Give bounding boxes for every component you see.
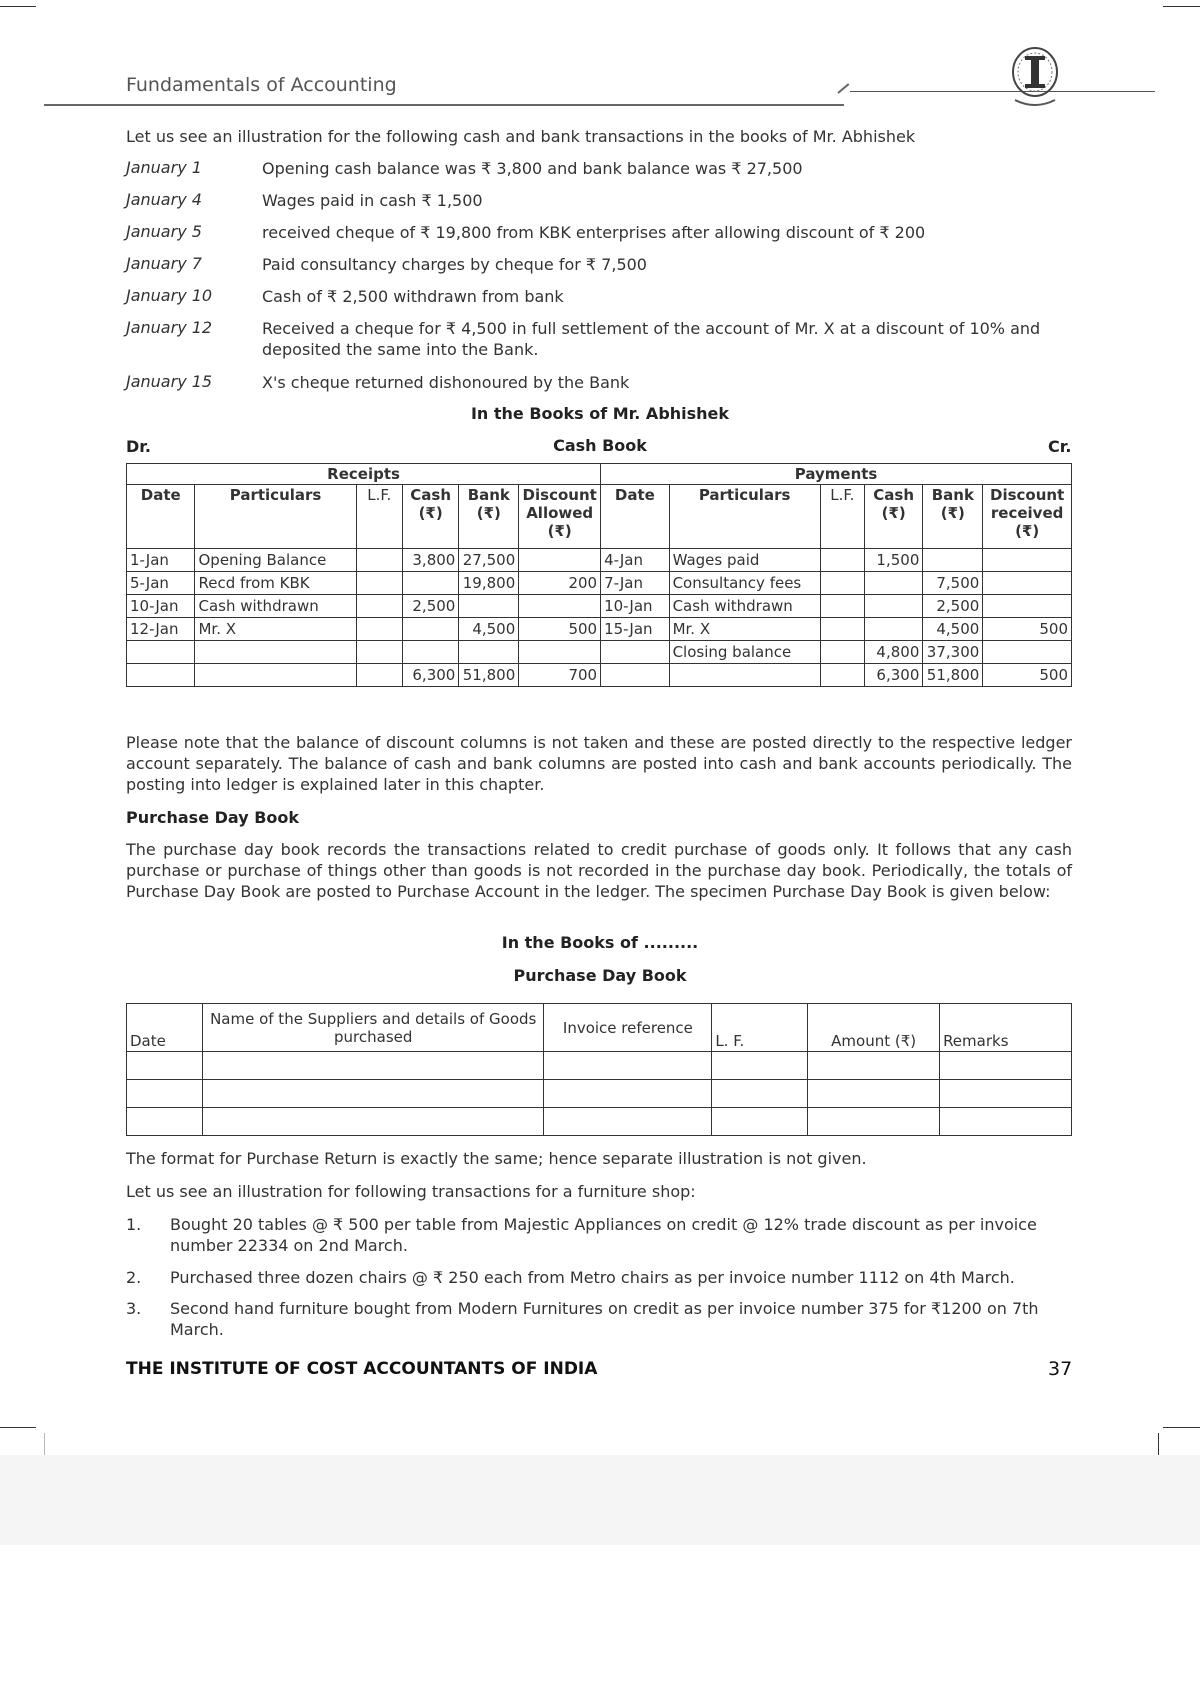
table-row <box>127 664 1072 687</box>
table-row <box>127 618 1072 641</box>
table-cell: 4,500 <box>459 618 519 641</box>
table-row <box>127 464 1072 485</box>
table-cell <box>459 595 519 618</box>
pdb-books-of: In the Books of ......... <box>501 933 699 952</box>
table-cell: 51,800 <box>923 664 983 687</box>
payments-header: Payments <box>601 464 1072 485</box>
note-paragraph: Please note that the balance of discount columns is not taken and these are posted directly to the respective ledger account separately. The balance of cash and bank columns are posted into cash and bank accounts periodically. The posting into ledger is explained later in this chapter. <box>126 733 1072 794</box>
table-cell <box>601 641 669 664</box>
table-cell <box>983 549 1072 572</box>
table-cell: 4,800 <box>864 641 922 664</box>
table-cell: 6,300 <box>864 664 922 687</box>
cashbook-title: Cash Book <box>553 436 647 455</box>
table-cell: 12-Jan <box>127 618 195 641</box>
table-cell <box>459 641 519 664</box>
table-cell: 10-Jan <box>127 595 195 618</box>
table-cell <box>820 572 864 595</box>
table-cell: 4,500 <box>923 618 983 641</box>
table-cell <box>820 664 864 687</box>
table-cell <box>820 549 864 572</box>
transaction-date: January 1 <box>126 158 202 177</box>
transaction-date: January 4 <box>126 190 202 209</box>
table-cell <box>195 641 356 664</box>
table-cell <box>983 595 1072 618</box>
table-cell <box>669 664 820 687</box>
table-row <box>127 549 1072 572</box>
header-rule <box>44 104 844 106</box>
table-cell: 2,500 <box>923 595 983 618</box>
cash-book-table <box>126 463 1072 687</box>
table-cell <box>402 572 458 595</box>
table-cell: 5-Jan <box>127 572 195 595</box>
cash-book-body <box>127 549 1072 687</box>
table-cell <box>127 641 195 664</box>
transaction-text: Wages paid in cash ₹ 1,500 <box>262 191 483 210</box>
table-cell: 15-Jan <box>601 618 669 641</box>
table-row <box>127 1108 1072 1136</box>
table-cell: 500 <box>519 618 601 641</box>
table-cell: Mr. X <box>195 618 356 641</box>
transaction-text: Received a cheque for ₹ 4,500 in full settlement of the account of Mr. X at a discount of 10% and deposited the same into the Bank. <box>262 319 1041 359</box>
table-cell: 51,800 <box>459 664 519 687</box>
table-cell: Mr. X <box>669 618 820 641</box>
table-cell: Opening Balance <box>195 549 356 572</box>
table-cell: 10-Jan <box>601 595 669 618</box>
table-cell <box>519 595 601 618</box>
col-bank: Bank (₹) <box>459 485 519 549</box>
page-bottom-band <box>0 1455 1200 1545</box>
cashbook-dr-label: Dr. <box>126 437 151 456</box>
table-cell: 6,300 <box>402 664 458 687</box>
table-cell <box>402 641 458 664</box>
table-cell <box>127 664 195 687</box>
col-discount-received: Discount received (₹) <box>983 485 1072 549</box>
pdb-col-remarks: Remarks <box>940 1004 1072 1052</box>
running-header: Fundamentals of Accounting <box>126 74 397 96</box>
col-cash: Cash (₹) <box>864 485 922 549</box>
col-bank: Bank (₹) <box>923 485 983 549</box>
table-cell <box>356 664 402 687</box>
table-cell <box>601 664 669 687</box>
pdb-col-name: Name of the Suppliers and details of Goods purchased <box>202 1004 544 1052</box>
cashbook-books-of: In the Books of Mr. Abhishek <box>470 404 730 423</box>
table-cell: 19,800 <box>459 572 519 595</box>
transaction-date: January 12 <box>126 318 213 337</box>
table-cell <box>402 618 458 641</box>
transaction-text: received cheque of ₹ 19,800 from KBK enterprises after allowing discount of ₹ 200 <box>262 223 926 242</box>
table-cell <box>519 641 601 664</box>
transaction-date: January 7 <box>126 254 202 273</box>
table-cell: 27,500 <box>459 549 519 572</box>
transaction-text: X's cheque returned dishonoured by the Bank <box>262 373 630 392</box>
table-cell: 1-Jan <box>127 549 195 572</box>
pdb-heading: Purchase Day Book <box>126 808 300 827</box>
table-cell <box>864 595 922 618</box>
table-cell: 1,500 <box>864 549 922 572</box>
list-item: Second hand furniture bought from Modern Furnitures on credit as per invoice number 375 for ₹1200 on 7th March. <box>170 1299 1039 1339</box>
table-cell <box>983 641 1072 664</box>
table-cell <box>519 549 601 572</box>
receipts-header: Receipts <box>127 464 601 485</box>
col-date: Date <box>601 485 669 549</box>
list-number: 2. <box>126 1268 142 1287</box>
table-cell: 3,800 <box>402 549 458 572</box>
table-cell <box>195 664 356 687</box>
col-lf: L.F. <box>356 485 402 549</box>
table-cell: Wages paid <box>669 549 820 572</box>
transaction-text: Cash of ₹ 2,500 withdrawn from bank <box>262 287 564 306</box>
header-rule-right <box>850 91 1155 92</box>
transaction-text: Paid consultancy charges by cheque for ₹ 7,500 <box>262 255 647 274</box>
col-particulars: Particulars <box>195 485 356 549</box>
table-cell: 7,500 <box>923 572 983 595</box>
col-cash: Cash (₹) <box>402 485 458 549</box>
table-cell: 37,300 <box>923 641 983 664</box>
institute-logo-icon <box>1005 44 1065 110</box>
table-cell <box>356 572 402 595</box>
table-cell <box>923 549 983 572</box>
col-date: Date <box>127 485 195 549</box>
table-cell: Consultancy fees <box>669 572 820 595</box>
pdb-col-date: Date <box>127 1004 203 1052</box>
table-row <box>127 572 1072 595</box>
table-cell: Recd from KBK <box>195 572 356 595</box>
crop-mark <box>1163 6 1200 7</box>
pdb-col-invoice: Invoice reference <box>544 1004 712 1052</box>
table-cell <box>356 595 402 618</box>
crop-mark <box>0 6 36 7</box>
pdb-col-lf: L. F. <box>712 1004 808 1052</box>
table-cell <box>356 618 402 641</box>
table-cell <box>356 549 402 572</box>
table-cell <box>820 618 864 641</box>
return-note: The format for Purchase Return is exactly the same; hence separate illustration is not given. <box>126 1149 867 1168</box>
table-cell: Cash withdrawn <box>195 595 356 618</box>
table-cell: 500 <box>983 618 1072 641</box>
col-discount-allowed: Discount Allowed (₹) <box>519 485 601 549</box>
table-cell: 7-Jan <box>601 572 669 595</box>
table-cell <box>983 572 1072 595</box>
pdb-paragraph: The purchase day book records the transactions related to credit purchase of goods only. It follows that any cash purchase or purchase of things other than goods is not recorded in the purchase day book. Periodically, the totals of Purchase Day Book are posted to Purchase Account in the ledger. The specimen Purchase Day Book is given below: <box>126 840 1072 901</box>
intro-text: Let us see an illustration for the following cash and bank transactions in the books of Mr. Abhishek <box>126 127 916 146</box>
table-cell <box>864 618 922 641</box>
table-cell: 500 <box>983 664 1072 687</box>
col-particulars: Particulars <box>669 485 820 549</box>
transaction-text: Opening cash balance was ₹ 3,800 and bank balance was ₹ 27,500 <box>262 159 803 178</box>
pdb-title: Purchase Day Book <box>513 966 687 985</box>
table-cell: 200 <box>519 572 601 595</box>
list-item: Bought 20 tables @ ₹ 500 per table from Majestic Appliances on credit @ 12% trade discount as per invoice number 22334 on 2nd March. <box>170 1215 1037 1255</box>
furniture-intro: Let us see an illustration for following transactions for a furniture shop: <box>126 1182 696 1201</box>
table-cell <box>864 572 922 595</box>
crop-mark <box>0 1427 36 1428</box>
cashbook-cr-label: Cr. <box>1048 437 1072 456</box>
table-cell <box>820 641 864 664</box>
pdb-col-amount: Amount (₹) <box>808 1004 940 1052</box>
header-rule-slope <box>837 83 849 94</box>
list-number: 1. <box>126 1215 142 1234</box>
table-row <box>127 1004 1072 1052</box>
table-row <box>127 485 1072 549</box>
table-cell <box>356 641 402 664</box>
transaction-date: January 10 <box>126 286 213 305</box>
transaction-date: January 5 <box>126 222 202 241</box>
crop-mark <box>1163 1427 1200 1428</box>
table-cell: Closing balance <box>669 641 820 664</box>
transaction-date: January 15 <box>126 372 213 391</box>
footer-institute: THE INSTITUTE OF COST ACCOUNTANTS OF INDIA <box>126 1359 598 1379</box>
table-cell: Cash withdrawn <box>669 595 820 618</box>
purchase-day-book-table <box>126 1003 1072 1136</box>
page-number: 37 <box>1048 1358 1073 1380</box>
table-row <box>127 1052 1072 1080</box>
col-lf: L.F. <box>820 485 864 549</box>
list-number: 3. <box>126 1299 142 1318</box>
table-cell: 2,500 <box>402 595 458 618</box>
list-item: Purchased three dozen chairs @ ₹ 250 each from Metro chairs as per invoice number 1112 on 4th March. <box>170 1268 1015 1287</box>
table-cell: 4-Jan <box>601 549 669 572</box>
table-cell <box>820 595 864 618</box>
table-cell: 700 <box>519 664 601 687</box>
table-row <box>127 1080 1072 1108</box>
table-row <box>127 595 1072 618</box>
table-row <box>127 641 1072 664</box>
